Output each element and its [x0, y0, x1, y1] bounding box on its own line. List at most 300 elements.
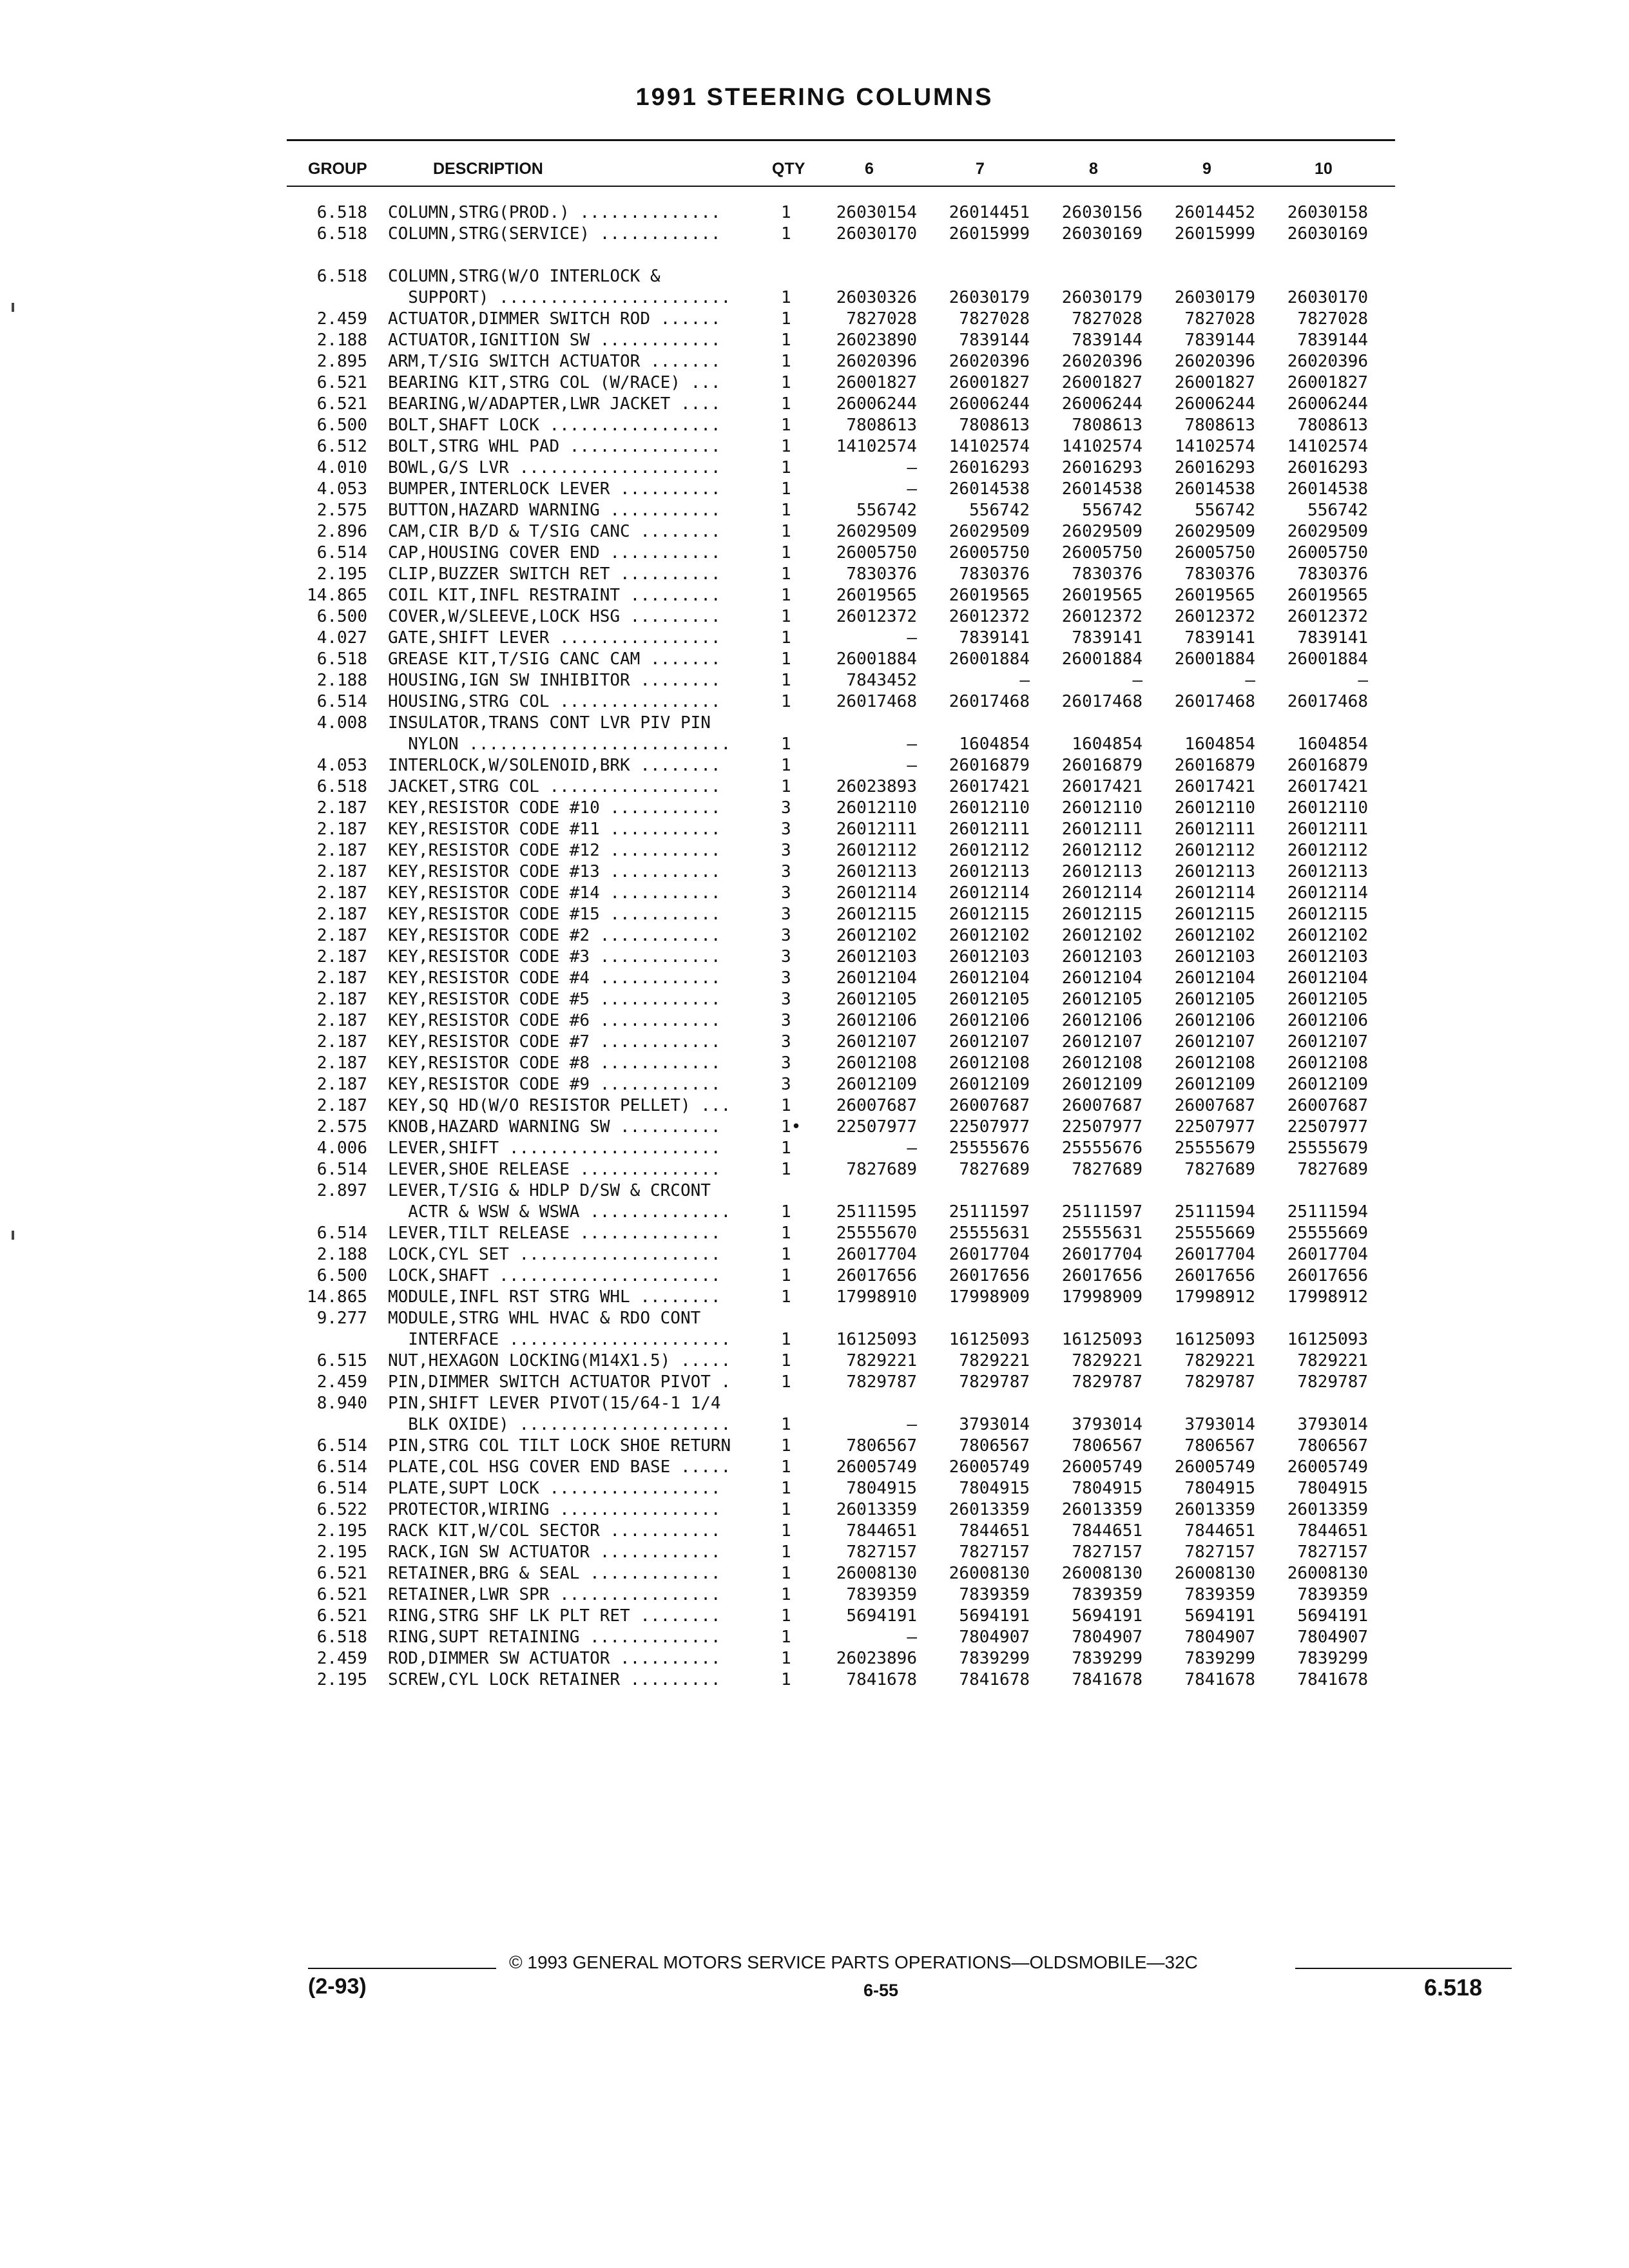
qty-cell: 1	[781, 1585, 791, 1604]
qty-cell: 1	[781, 1160, 791, 1179]
table-row	[0, 287, 1629, 309]
description-cell: GATE,SHIFT LEVER ................	[388, 628, 721, 648]
qty-cell: 1	[781, 628, 791, 648]
col-6-cell: —	[907, 735, 917, 754]
description-cell: SCREW,CYL LOCK RETAINER .........	[388, 1670, 721, 1689]
qty-cell: 1	[781, 1649, 791, 1668]
col-7-cell: 26012112	[949, 841, 1030, 860]
col-8-cell: 7827157	[1072, 1542, 1142, 1562]
col-6-cell: 7839359	[846, 1585, 917, 1604]
col-7-cell: 7808613	[959, 416, 1030, 435]
qty-cell: 1	[781, 458, 791, 477]
group-cell: 2.187	[316, 1053, 367, 1073]
col-10-cell: 26016879	[1287, 756, 1368, 775]
col-9-cell: 26012372	[1174, 607, 1255, 626]
col-9-cell: 7839359	[1184, 1585, 1255, 1604]
table-row	[0, 1606, 1629, 1627]
group-cell: 2.895	[316, 352, 367, 371]
col-10-cell: 7839141	[1297, 628, 1368, 648]
group-cell: 6.500	[316, 607, 367, 626]
group-cell: 2.187	[316, 862, 367, 881]
col-7-cell: 26012105	[949, 990, 1030, 1009]
group-cell: 2.896	[316, 522, 367, 541]
qty-cell: 1	[781, 1266, 791, 1285]
table-row	[0, 202, 1629, 224]
col-9-cell: 26016293	[1174, 458, 1255, 477]
table-row	[0, 1457, 1629, 1478]
col-7-cell: 26016293	[949, 458, 1030, 477]
group-cell: 6.518	[316, 267, 367, 286]
col-10-cell: 26012102	[1287, 926, 1368, 945]
col-6-cell: —	[907, 1415, 917, 1434]
group-cell: 2.187	[316, 883, 367, 903]
table-row	[0, 691, 1629, 713]
col-9-cell: 7806567	[1184, 1436, 1255, 1456]
col-7-cell: 7806567	[959, 1436, 1030, 1456]
description-cell: BUTTON,HAZARD WARNING ...........	[388, 501, 721, 520]
description-cell: BUMPER,INTERLOCK LEVER ..........	[388, 479, 721, 499]
table-row	[0, 1521, 1629, 1542]
col-9-cell: 25111594	[1174, 1202, 1255, 1222]
qty-cell: 1	[781, 416, 791, 435]
col-6-cell: 26012111	[836, 820, 917, 839]
col-7-cell: 26017656	[949, 1266, 1030, 1285]
col-9-cell: 7841678	[1184, 1670, 1255, 1689]
col-7-cell: 26012111	[949, 820, 1030, 839]
col-8-cell: 7841678	[1072, 1670, 1142, 1689]
col-10-cell: 7829787	[1297, 1372, 1368, 1392]
qty-cell: 1	[781, 288, 791, 307]
col-6-cell: 7844651	[846, 1521, 917, 1541]
description-cell: RING,STRG SHF LK PLT RET ........	[388, 1606, 721, 1626]
col-6-cell: 26023893	[836, 777, 917, 796]
col-10-cell: 7839359	[1297, 1585, 1368, 1604]
col-6-cell: 26017656	[836, 1266, 917, 1285]
table-row	[0, 1414, 1629, 1436]
col-7-cell: 7841678	[959, 1670, 1030, 1689]
col-6-cell: —	[907, 756, 917, 775]
qty-cell: 1	[781, 564, 791, 584]
group-cell: 6.514	[316, 1479, 367, 1498]
description-cell: NUT,HEXAGON LOCKING(M14X1.5) .....	[388, 1351, 731, 1370]
col-10-cell: 26012106	[1287, 1011, 1368, 1030]
col-7-cell: 26012115	[949, 905, 1030, 924]
col-10-cell: 1604854	[1297, 735, 1368, 754]
description-cell: SUPPORT) .......................	[388, 288, 731, 307]
qty-cell: 1	[781, 735, 791, 754]
description-cell: BOLT,SHAFT LOCK .................	[388, 416, 721, 435]
col-10-cell: 7806567	[1297, 1436, 1368, 1456]
col-6-cell: 16125093	[836, 1330, 917, 1349]
qty-cell: 1	[781, 1245, 791, 1264]
col-6-cell: 25111595	[836, 1202, 917, 1222]
qty-cell: 1	[781, 649, 791, 669]
col-7-cell: 5694191	[959, 1606, 1030, 1626]
description-cell: KEY,RESISTOR CODE #11 ...........	[388, 820, 721, 839]
table-row	[0, 543, 1629, 564]
group-cell: 6.521	[316, 1585, 367, 1604]
qty-cell: 1	[781, 501, 791, 520]
description-cell: RACK KIT,W/COL SECTOR ...........	[388, 1521, 721, 1541]
col-9-cell: 26001827	[1174, 373, 1255, 392]
col-7-cell: 17998909	[949, 1287, 1030, 1307]
col-6-cell: 26012102	[836, 926, 917, 945]
col-8-cell: 26029509	[1061, 522, 1142, 541]
col-8-cell: 26014538	[1061, 479, 1142, 499]
description-cell: KNOB,HAZARD WARNING SW ..........	[388, 1117, 721, 1137]
description-cell: RACK,IGN SW ACTUATOR ............	[388, 1542, 721, 1562]
col-9-cell: 26017421	[1174, 777, 1255, 796]
group-cell: 2.195	[316, 1670, 367, 1689]
col-10-cell: 26029509	[1287, 522, 1368, 541]
description-cell: RING,SUPT RETAINING .............	[388, 1628, 721, 1647]
table-row	[0, 734, 1629, 755]
group-cell: 6.514	[316, 1436, 367, 1456]
col-10-cell: 26012112	[1287, 841, 1368, 860]
col-10-cell: 7839144	[1297, 331, 1368, 350]
group-cell: 6.514	[316, 543, 367, 562]
col-9-cell: 26012102	[1174, 926, 1255, 945]
table-row	[0, 606, 1629, 628]
col-10-cell: 26017468	[1287, 692, 1368, 711]
description-cell: COLUMN,STRG(W/O INTERLOCK &	[388, 267, 660, 286]
col-7-cell: 7839141	[959, 628, 1030, 648]
col-9-cell: 7804915	[1184, 1479, 1255, 1498]
table-row	[0, 457, 1629, 479]
col-8-cell: 26017421	[1061, 777, 1142, 796]
group-cell: 9.277	[316, 1309, 367, 1328]
col-8-cell: 26012102	[1061, 926, 1142, 945]
col-9-cell: 26029509	[1174, 522, 1255, 541]
col-7-cell: 26007687	[949, 1096, 1030, 1115]
col-7-cell: 7804915	[959, 1479, 1030, 1498]
qty-cell: 3	[781, 947, 791, 966]
col-7-cell: 26012102	[949, 926, 1030, 945]
col-8-cell: 26012111	[1061, 820, 1142, 839]
col-7-cell: 26015999	[949, 224, 1030, 244]
col-6-cell: 26012104	[836, 968, 917, 988]
col-9-cell: 26012108	[1174, 1053, 1255, 1073]
table-row	[0, 1648, 1629, 1669]
col-10-cell: 3793014	[1297, 1415, 1368, 1434]
description-cell: CLIP,BUZZER SWITCH RET ..........	[388, 564, 721, 584]
description-cell: GREASE KIT,T/SIG CANC CAM .......	[388, 649, 721, 669]
description-cell: JACKET,STRG COL .................	[388, 777, 721, 796]
qty-cell: 1	[781, 1415, 791, 1434]
description-cell: HOUSING,IGN SW INHIBITOR ........	[388, 671, 721, 690]
col-8-cell: 26012106	[1061, 1011, 1142, 1030]
description-cell: CAM,CIR B/D & T/SIG CANC ........	[388, 522, 721, 541]
col-6-cell: 22507977	[836, 1117, 917, 1137]
col-10-cell: 26017421	[1287, 777, 1368, 796]
group-cell: 2.187	[316, 1075, 367, 1094]
col-9-cell: 26020396	[1174, 352, 1255, 371]
qty-cell: 1	[781, 1287, 791, 1307]
col-10-cell: 25111594	[1287, 1202, 1368, 1222]
group-cell: 2.187	[316, 926, 367, 945]
col-10-cell: 17998912	[1287, 1287, 1368, 1307]
col-7-cell: 26005749	[949, 1457, 1030, 1477]
col-6-cell: 26020396	[836, 352, 917, 371]
col-10-cell: 7829221	[1297, 1351, 1368, 1370]
col-6-cell: 7827157	[846, 1542, 917, 1562]
col-6-cell: 26012105	[836, 990, 917, 1009]
col-6-cell: 26007687	[836, 1096, 917, 1115]
col-9-cell: 22507977	[1174, 1117, 1255, 1137]
table-row	[0, 1180, 1629, 1202]
table-row	[0, 1159, 1629, 1180]
col-8-cell: 7829221	[1072, 1351, 1142, 1370]
group-cell: 6.521	[316, 1606, 367, 1626]
group-cell: 2.187	[316, 905, 367, 924]
col-7-cell: 26030179	[949, 288, 1030, 307]
table-row	[0, 330, 1629, 351]
description-cell: BOLT,STRG WHL PAD ...............	[388, 437, 721, 456]
col-10-cell: 26016293	[1287, 458, 1368, 477]
group-cell: 6.518	[316, 777, 367, 796]
description-cell: BLK OXIDE) .....................	[388, 1415, 731, 1434]
col-6-cell: —	[907, 628, 917, 648]
group-cell: 2.897	[316, 1181, 367, 1200]
col-10-cell: 7827157	[1297, 1542, 1368, 1562]
col-7-cell: 26014538	[949, 479, 1030, 499]
col-6-cell: 26012106	[836, 1011, 917, 1030]
col-6-cell: 26008130	[836, 1564, 917, 1583]
table-row	[0, 798, 1629, 819]
col-7-cell: 26017704	[949, 1245, 1030, 1264]
header-col-6: 6	[865, 160, 874, 178]
col-6-cell: 7830376	[846, 564, 917, 584]
qty-cell: 1	[781, 1521, 791, 1541]
col-9-cell: 26012103	[1174, 947, 1255, 966]
group-cell: 14.865	[307, 1287, 367, 1307]
table-row	[0, 628, 1629, 649]
col-9-cell: 1604854	[1184, 735, 1255, 754]
col-7-cell: 556742	[969, 501, 1030, 520]
group-cell: 6.518	[316, 1628, 367, 1647]
table-row	[0, 1350, 1629, 1372]
qty-cell: 3	[781, 841, 791, 860]
col-8-cell: 26012113	[1061, 862, 1142, 881]
group-cell: 2.187	[316, 990, 367, 1009]
qty-cell: 1	[781, 1564, 791, 1583]
qty-cell: 1	[781, 1500, 791, 1519]
col-7-cell: 26001884	[949, 649, 1030, 669]
col-7-cell: 25555631	[949, 1224, 1030, 1243]
col-9-cell: 26005750	[1174, 543, 1255, 562]
col-8-cell: 26012105	[1061, 990, 1142, 1009]
col-8-cell: 25555631	[1061, 1224, 1142, 1243]
group-cell: 2.195	[316, 564, 367, 584]
col-8-cell: 7804907	[1072, 1628, 1142, 1647]
col-10-cell: 26012107	[1287, 1032, 1368, 1052]
group-cell: 6.521	[316, 373, 367, 392]
table-row	[0, 436, 1629, 457]
col-6-cell: 26001827	[836, 373, 917, 392]
description-cell: PLATE,COL HSG COVER END BASE .....	[388, 1457, 731, 1477]
col-9-cell: 26014452	[1174, 203, 1255, 222]
col-8-cell: 25111597	[1061, 1202, 1142, 1222]
group-cell: 6.514	[316, 1457, 367, 1477]
description-cell: COVER,W/SLEEVE,LOCK HSG .........	[388, 607, 721, 626]
col-8-cell: —	[1132, 671, 1142, 690]
col-7-cell: 26006244	[949, 394, 1030, 414]
col-9-cell: 17998912	[1174, 1287, 1255, 1307]
col-8-cell: 7806567	[1072, 1436, 1142, 1456]
table-row	[0, 1138, 1629, 1159]
qty-cell: 1	[781, 352, 791, 371]
description-cell: ACTUATOR,DIMMER SWITCH ROD ......	[388, 309, 721, 329]
col-8-cell: 3793014	[1072, 1415, 1142, 1434]
col-7-cell: 7830376	[959, 564, 1030, 584]
col-6-cell: 26030154	[836, 203, 917, 222]
qty-cell: 1	[781, 373, 791, 392]
col-8-cell: 26030156	[1061, 203, 1142, 222]
group-cell: 6.514	[316, 1160, 367, 1179]
table-row	[0, 670, 1629, 691]
col-8-cell: 26012103	[1061, 947, 1142, 966]
table-row	[0, 1308, 1629, 1329]
col-6-cell: —	[907, 1628, 917, 1647]
col-9-cell: 16125093	[1174, 1330, 1255, 1349]
col-6-cell: 26005750	[836, 543, 917, 562]
col-10-cell: 22507977	[1287, 1117, 1368, 1137]
col-8-cell: 26012104	[1061, 968, 1142, 988]
col-8-cell: 26016293	[1061, 458, 1142, 477]
description-cell: KEY,RESISTOR CODE #14 ...........	[388, 883, 721, 903]
col-8-cell: 26017704	[1061, 1245, 1142, 1264]
table-row	[0, 819, 1629, 840]
col-9-cell: 25555679	[1174, 1139, 1255, 1158]
table-row	[0, 394, 1629, 415]
col-8-cell: 26012107	[1061, 1032, 1142, 1052]
description-cell: KEY,RESISTOR CODE #3 ............	[388, 947, 721, 966]
qty-cell: 3	[781, 1032, 791, 1052]
table-row	[0, 1669, 1629, 1691]
col-6-cell: 26012112	[836, 841, 917, 860]
col-7-cell: 7827157	[959, 1542, 1030, 1562]
group-cell: 2.187	[316, 968, 367, 988]
col-6-cell: 7829221	[846, 1351, 917, 1370]
group-cell: 6.521	[316, 394, 367, 414]
qty-cell: 1	[781, 1372, 791, 1392]
description-cell: PLATE,SUPT LOCK .................	[388, 1479, 721, 1498]
col-10-cell: 26008130	[1287, 1564, 1368, 1583]
table-row	[0, 1223, 1629, 1244]
col-9-cell: 556742	[1195, 501, 1255, 520]
col-8-cell: 5694191	[1072, 1606, 1142, 1626]
group-cell: 2.575	[316, 501, 367, 520]
group-cell: 2.188	[316, 331, 367, 350]
table-row	[0, 1627, 1629, 1648]
table-row	[0, 968, 1629, 989]
col-7-cell: 26016879	[949, 756, 1030, 775]
col-8-cell: 26005749	[1061, 1457, 1142, 1477]
col-9-cell: —	[1245, 671, 1255, 690]
col-8-cell: 26001884	[1061, 649, 1142, 669]
col-7-cell: 7829787	[959, 1372, 1030, 1392]
col-7-cell: 26012110	[949, 798, 1030, 818]
parts-table	[0, 202, 1629, 1691]
col-7-cell: 7827028	[959, 309, 1030, 329]
qty-cell: 1	[781, 586, 791, 605]
col-7-cell: 26012114	[949, 883, 1030, 903]
col-8-cell: 22507977	[1061, 1117, 1142, 1137]
col-8-cell: 26012114	[1061, 883, 1142, 903]
col-7-cell: 26020396	[949, 352, 1030, 371]
col-10-cell: 26012113	[1287, 862, 1368, 881]
table-row	[0, 861, 1629, 883]
col-7-cell: 7804907	[959, 1628, 1030, 1647]
col-9-cell: 26014538	[1174, 479, 1255, 499]
description-cell: PROTECTOR,WIRING ................	[388, 1500, 721, 1519]
col-7-cell: 26017421	[949, 777, 1030, 796]
col-9-cell: 26012113	[1174, 862, 1255, 881]
col-6-cell: 7827689	[846, 1160, 917, 1179]
group-cell: 2.187	[316, 1011, 367, 1030]
col-8-cell: 7839144	[1072, 331, 1142, 350]
description-cell: ACTUATOR,IGNITION SW ............	[388, 331, 721, 350]
col-9-cell: 26007687	[1174, 1096, 1255, 1115]
col-6-cell: —	[907, 458, 917, 477]
col-10-cell: 7830376	[1297, 564, 1368, 584]
description-cell: ACTR & WSW & WSWA ..............	[388, 1202, 731, 1222]
qty-cell: 3	[781, 926, 791, 945]
table-row	[0, 1393, 1629, 1414]
col-9-cell: 7829221	[1184, 1351, 1255, 1370]
col-7-cell: 7827689	[959, 1160, 1030, 1179]
table-row	[0, 1436, 1629, 1457]
scan-mark	[12, 303, 14, 312]
description-cell: LOCK,CYL SET ....................	[388, 1245, 721, 1264]
qty-cell: 1	[781, 522, 791, 541]
description-cell: BEARING,W/ADAPTER,LWR JACKET ....	[388, 394, 721, 414]
col-7-cell: 7829221	[959, 1351, 1030, 1370]
col-6-cell: 26029509	[836, 522, 917, 541]
header-description: DESCRIPTION	[433, 160, 543, 178]
col-10-cell: 7844651	[1297, 1521, 1368, 1541]
col-9-cell: 26012107	[1174, 1032, 1255, 1052]
header-col-8: 8	[1089, 160, 1098, 178]
col-6-cell: 26023890	[836, 331, 917, 350]
qty-cell: 1	[781, 692, 791, 711]
group-cell: 6.518	[316, 224, 367, 244]
col-6-cell: 26012110	[836, 798, 917, 818]
col-7-cell: 26013359	[949, 1500, 1030, 1519]
qty-cell: 3	[781, 798, 791, 818]
table-row	[0, 1499, 1629, 1521]
qty-cell: 1	[781, 331, 791, 350]
qty-cell: 1	[781, 1479, 791, 1498]
header-qty: QTY	[772, 160, 805, 178]
group-cell: 2.195	[316, 1521, 367, 1541]
qty-cell: 3	[781, 990, 791, 1009]
group-cell: 6.512	[316, 437, 367, 456]
description-cell: KEY,RESISTOR CODE #4 ............	[388, 968, 721, 988]
table-row	[0, 521, 1629, 543]
col-6-cell: 26012372	[836, 607, 917, 626]
description-cell: KEY,RESISTOR CODE #2 ............	[388, 926, 721, 945]
col-10-cell: 26001884	[1287, 649, 1368, 669]
description-cell: INTERFACE ......................	[388, 1330, 731, 1349]
qty-cell: 1	[781, 671, 791, 690]
col-8-cell: 7827689	[1072, 1160, 1142, 1179]
col-8-cell: 26017656	[1061, 1266, 1142, 1285]
col-10-cell: 26012104	[1287, 968, 1368, 988]
description-cell: BOWL,G/S LVR ....................	[388, 458, 721, 477]
table-row	[0, 1202, 1629, 1223]
col-10-cell: 26020396	[1287, 352, 1368, 371]
